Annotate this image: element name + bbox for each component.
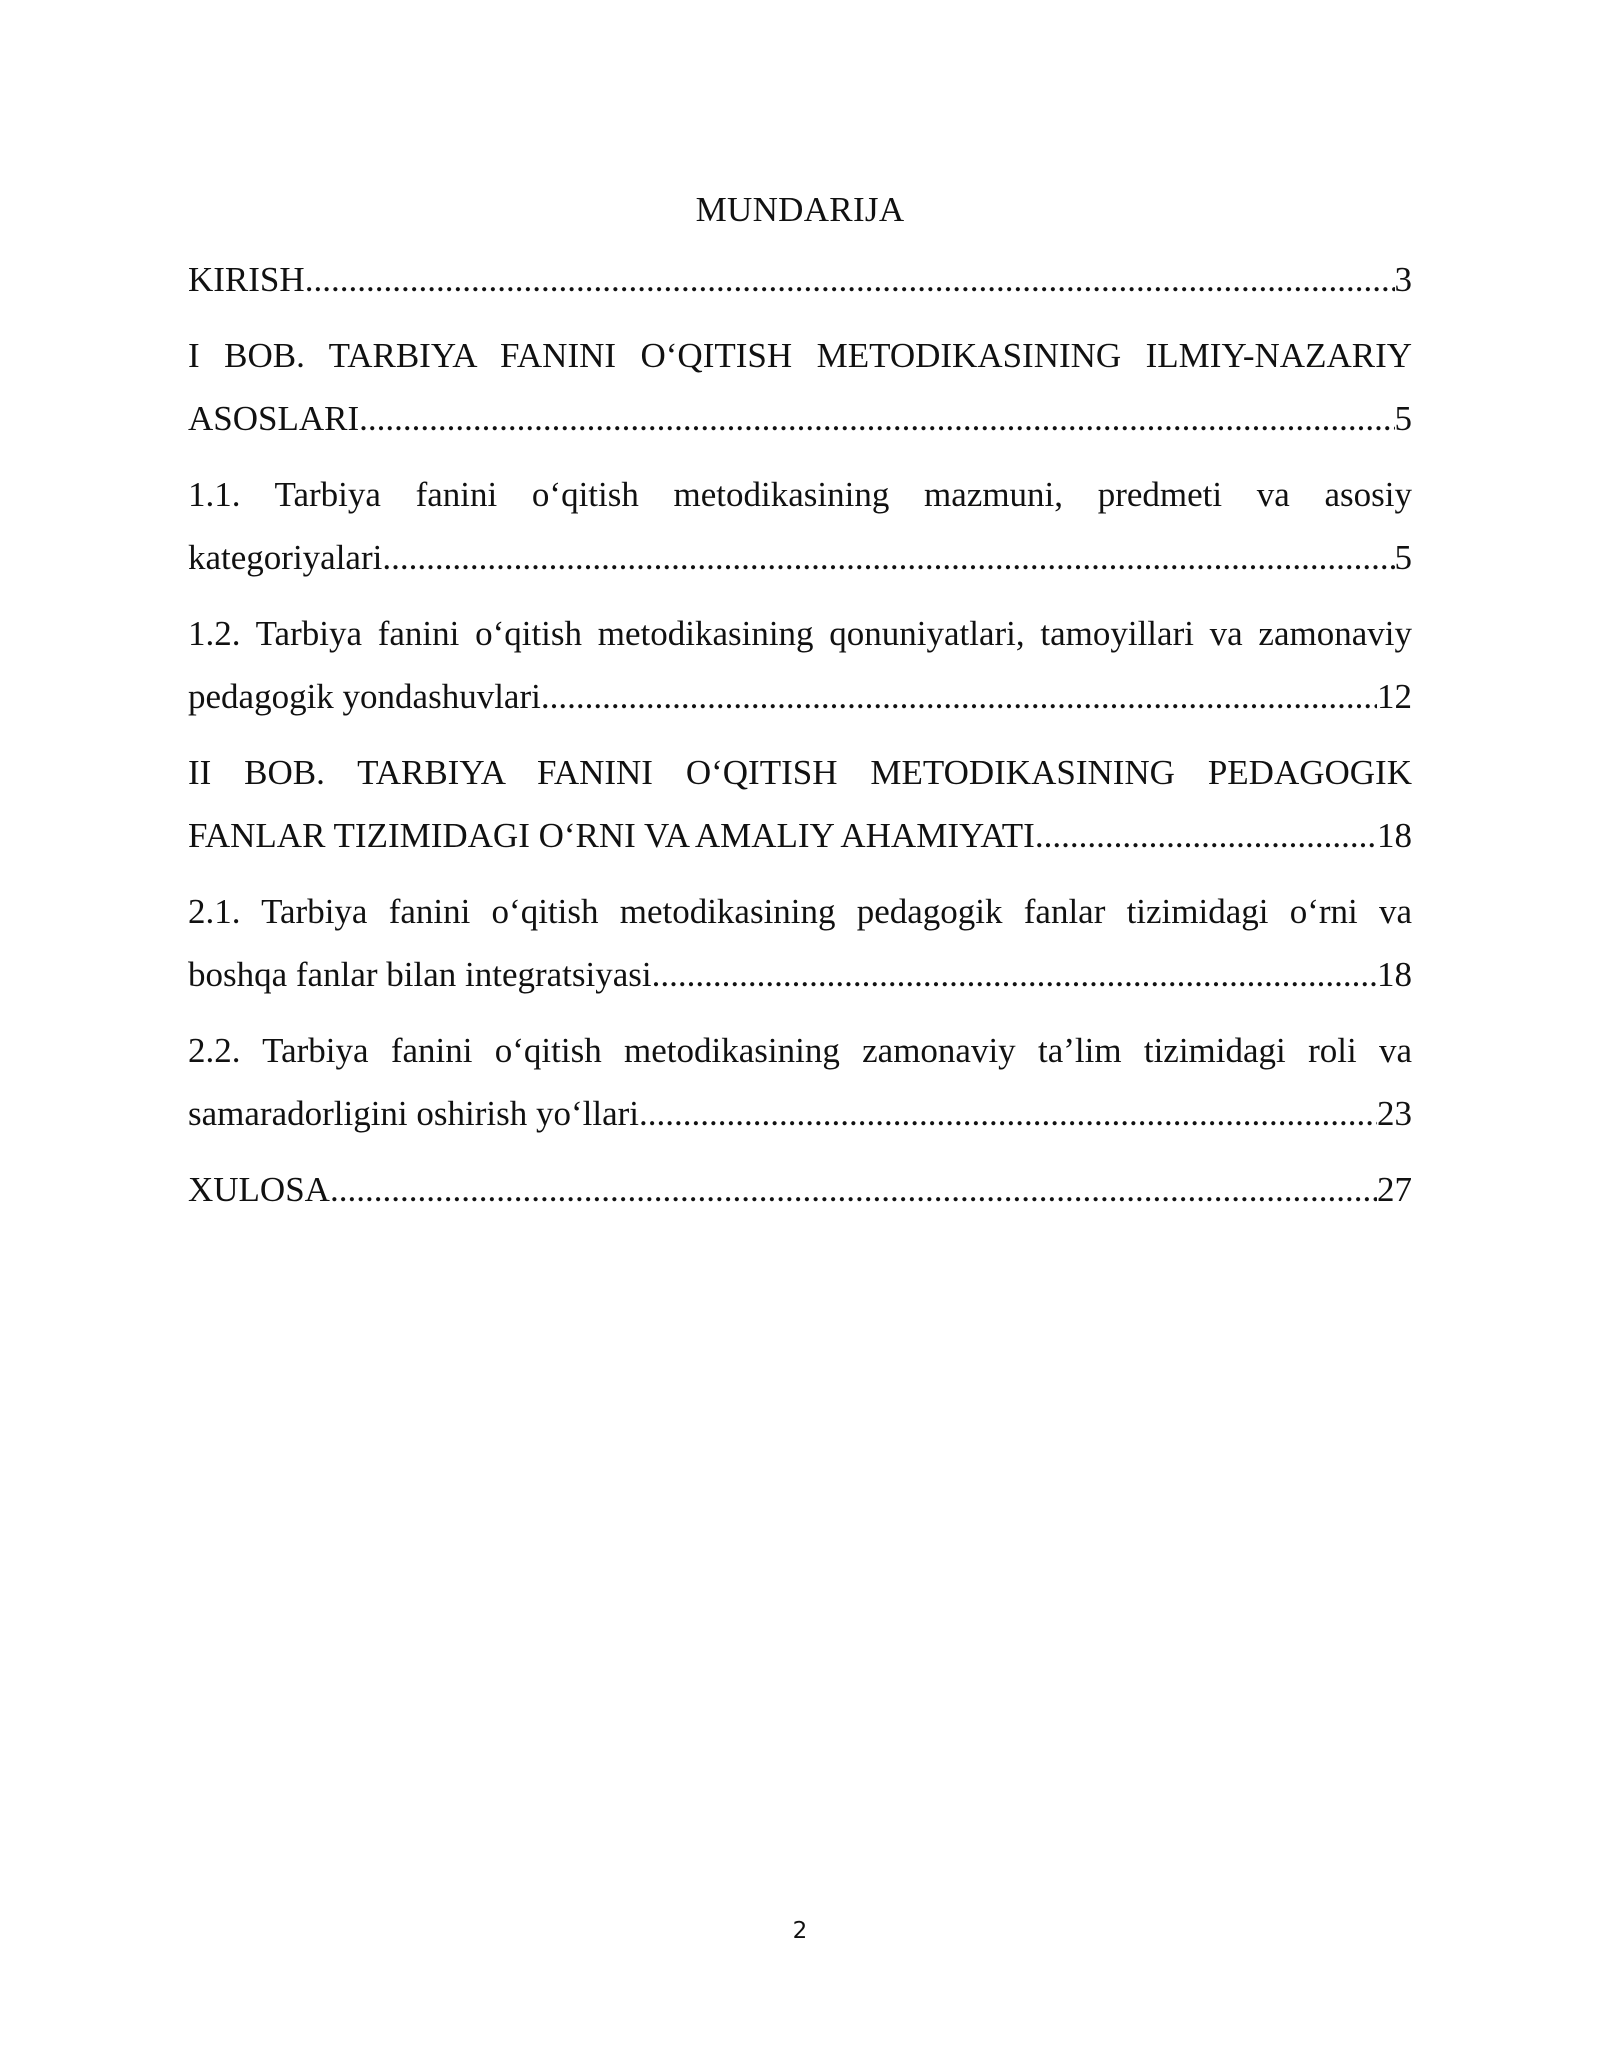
toc-entry-chapter-1[interactable] — [188, 324, 1412, 450]
toc-page-number: 18 — [1377, 955, 1412, 994]
toc-page-number: 12 — [1377, 677, 1412, 716]
toc-entry-line — [188, 804, 1412, 867]
toc-entry-text-line: II BOB. TARBIYA FANINI O‘QITISH METODIKASINING PEDAGOGIK — [188, 753, 1412, 792]
toc-entry-chapter-2[interactable] — [188, 741, 1412, 867]
dot-leader — [541, 665, 1377, 728]
toc-entry-line — [188, 1082, 1412, 1145]
dot-leader — [639, 1082, 1377, 1145]
dot-leader — [1035, 804, 1377, 867]
toc-entry-line — [188, 1158, 1412, 1221]
dot-leader — [382, 526, 1394, 589]
toc-entry-line — [188, 248, 1412, 311]
toc-entry-text: FANLAR TIZIMIDAGI O‘RNI VA AMALIY AHAMIYATI — [188, 816, 1035, 855]
toc-entry-kirish[interactable] — [188, 248, 1412, 311]
toc-page-number: 5 — [1394, 399, 1412, 438]
toc-entry-text-line: I BOB. TARBIYA FANINI O‘QITISH METODIKASINING ILMIY-NAZARIY — [188, 336, 1412, 375]
toc-entry-section-1-2[interactable] — [188, 602, 1412, 728]
toc-entry-text: samaradorligini oshirish yo‘llari — [188, 1094, 640, 1133]
toc-page-number: 23 — [1377, 1094, 1412, 1133]
dot-leader — [330, 1158, 1377, 1221]
toc-page-number: 27 — [1377, 1170, 1412, 1209]
toc-page-number: 5 — [1394, 538, 1412, 577]
toc-entry-text-line: 1.2. Tarbiya fanini o‘qitish metodikasining qonuniyatlari, tamoyillari va zamonaviy — [188, 614, 1412, 653]
table-of-contents — [188, 186, 1412, 1234]
toc-page-number: 3 — [1394, 260, 1412, 299]
dot-leader — [652, 943, 1377, 1006]
toc-entry-text: XULOSA — [188, 1170, 330, 1209]
toc-entry-line — [188, 665, 1412, 728]
toc-entry-line — [188, 943, 1412, 1006]
dot-leader — [305, 248, 1395, 311]
toc-entry-section-2-2[interactable] — [188, 1019, 1412, 1145]
toc-entry-text: pedagogik yondashuvlari — [188, 677, 541, 716]
toc-entry-text: kategoriyalari — [188, 538, 383, 577]
toc-entry-line — [188, 526, 1412, 589]
dot-leader — [359, 387, 1394, 450]
toc-entry-text: ASOSLARI — [188, 399, 360, 438]
toc-entry-text-line: 2.1. Tarbiya fanini o‘qitish metodikasining pedagogik fanlar tizimidagi o‘rni va — [188, 892, 1412, 931]
toc-entry-text-line: 2.2. Tarbiya fanini o‘qitish metodikasining zamonaviy ta’lim tizimidagi roli va — [188, 1031, 1412, 1070]
toc-entry-text-line: 1.1. Tarbiya fanini o‘qitish metodikasining mazmuni, predmeti va asosiy — [188, 475, 1412, 514]
toc-entry-section-2-1[interactable] — [188, 880, 1412, 1006]
toc-title: MUNDARIJA — [695, 190, 905, 229]
toc-entry-section-1-1[interactable] — [188, 463, 1412, 589]
page-number: 2 — [792, 1918, 808, 1944]
toc-entry-line — [188, 387, 1412, 450]
toc-entry-text: KIRISH — [188, 260, 305, 299]
toc-entry-xulosa[interactable] — [188, 1158, 1412, 1221]
toc-page-number: 18 — [1377, 816, 1412, 855]
toc-entry-text: boshqa fanlar bilan integratsiyasi — [188, 955, 652, 994]
